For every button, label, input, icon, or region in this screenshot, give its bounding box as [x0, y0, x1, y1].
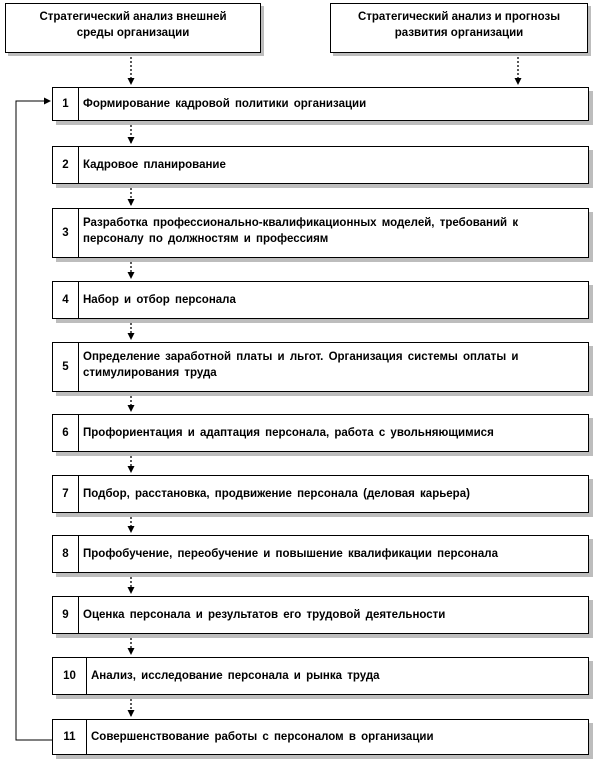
step-text: Кадровое планирование [83, 159, 226, 171]
external-analysis-line1: Стратегический анализ внешней [39, 11, 227, 23]
step-text: Анализ, исследование персонала и рынка труда [91, 670, 380, 682]
step-number: 6 [53, 415, 79, 451]
step-number: 9 [53, 597, 79, 633]
step-text: Определение заработной платы и льгот. Организация системы оплаты и стимулирования труда [83, 351, 519, 379]
development-forecast-line2: развития организации [394, 27, 524, 39]
step-text: Оценка персонала и результатов его трудовой деятельности [83, 609, 446, 621]
step-number: 7 [53, 476, 79, 512]
step-number: 3 [53, 209, 79, 257]
step-text: Формирование кадровой политики организации [83, 98, 367, 110]
step-text: Совершенствование работы с персоналом в организации [91, 731, 434, 743]
feedback-loop [16, 101, 52, 740]
step-text: Профориентация и адаптация персонала, работа с увольняющимися [83, 427, 494, 439]
step-number: 10 [53, 658, 87, 694]
external-analysis-line2: среды организации [76, 27, 190, 39]
step-number: 1 [53, 88, 79, 120]
step-number: 2 [53, 147, 79, 183]
step-number: 8 [53, 536, 79, 572]
step-text: Профобучение, переобучение и повышение квалификации персонала [83, 548, 498, 560]
step-number: 5 [53, 343, 79, 391]
step-number: 11 [53, 720, 87, 754]
step-text: Разработка профессионально-квалификационных моделей, требований к персоналу по должностям и профессиям [83, 217, 519, 245]
step-number: 4 [53, 282, 79, 318]
step-text: Набор и отбор персонала [83, 294, 236, 306]
step-text: Подбор, расстановка, продвижение персонала (деловая карьера) [83, 488, 470, 500]
development-forecast-line1: Стратегический анализ и прогнозы [357, 11, 561, 23]
